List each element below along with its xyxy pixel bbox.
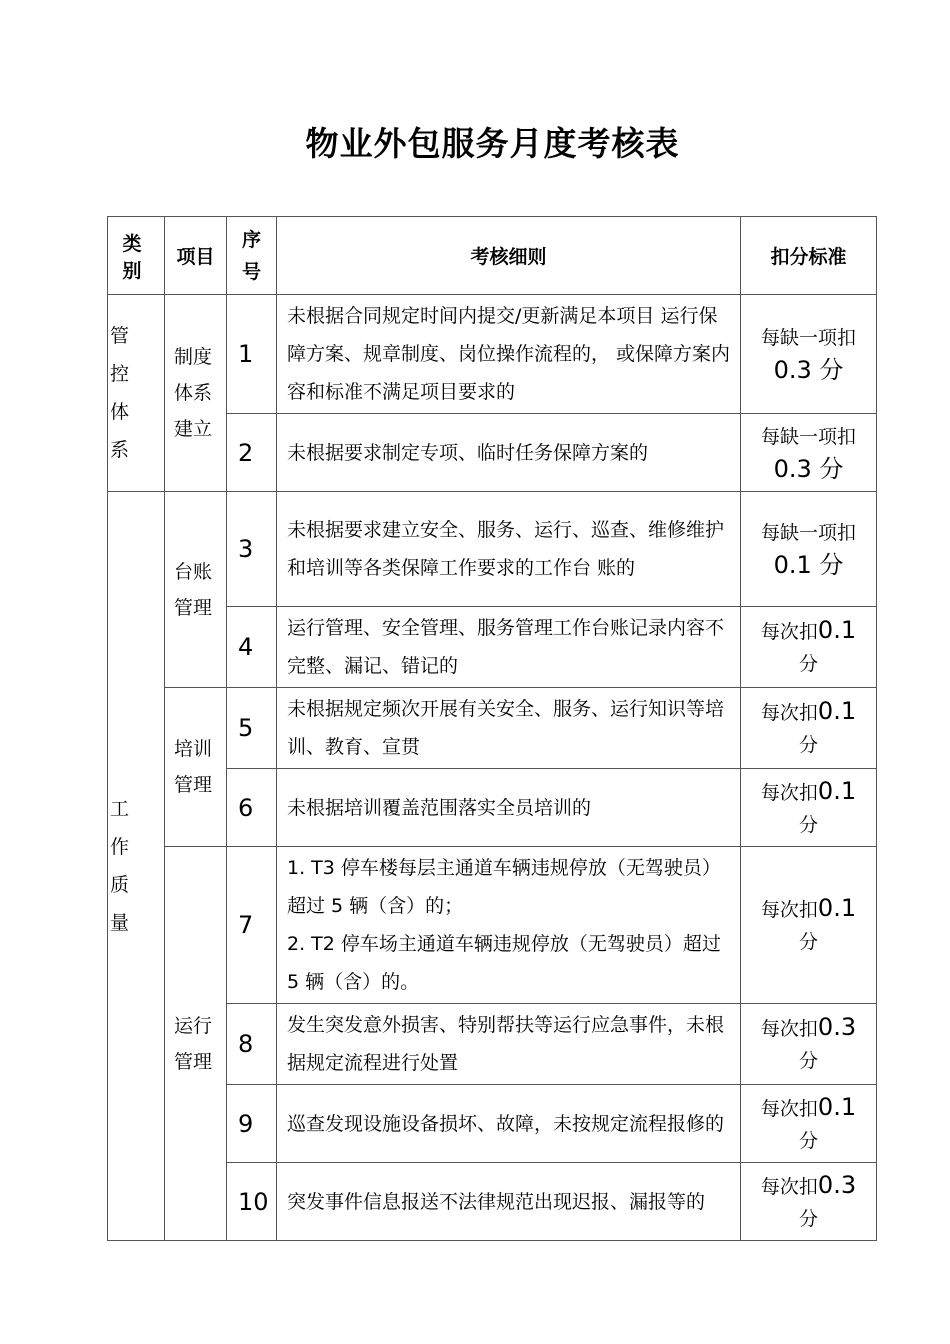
standard-value: 0.3 <box>817 1170 857 1199</box>
standard-value: 0.1 <box>817 697 857 725</box>
seq-cell: 9 <box>227 1085 277 1163</box>
seq-cell: 1 <box>227 295 277 414</box>
seq-cell: 8 <box>227 1004 277 1085</box>
standard-value: 0.1 分 <box>773 551 844 579</box>
detail-line: 1. T3 停车楼每层主通道车辆违规停放（无驾驶员）超过 5 辆（含）的； <box>287 857 721 917</box>
category-cell: 工 作 质 量 <box>108 492 165 1241</box>
detail-cell: 未根据要求制定专项、临时任务保障方案的 <box>277 414 741 492</box>
standard-cell <box>741 1004 877 1085</box>
detail-cell <box>277 847 741 1004</box>
standard-value: 0.3 分 <box>773 454 844 483</box>
table-header-row <box>108 217 877 295</box>
standard-text: 每次扣 <box>760 1097 818 1120</box>
header-seq: 序号 <box>227 217 277 295</box>
table-row <box>108 688 877 769</box>
standard-cell <box>741 769 877 847</box>
detail-cell: 未根据要求建立安全、服务、运行、巡查、维修维护和培训等各类保障工作要求的工作台 账的 <box>277 492 741 607</box>
standard-value: 0.1 <box>817 616 857 644</box>
standard-cell <box>741 295 877 414</box>
standard-unit: 分 <box>798 813 818 836</box>
header-category: 类 别 <box>108 217 165 295</box>
standard-text: 每次扣 <box>760 1175 818 1198</box>
standard-value: 0.3 分 <box>773 356 844 384</box>
standard-cell <box>741 607 877 688</box>
standard-text: 每缺一项扣 <box>760 522 856 544</box>
seq-cell: 3 <box>227 492 277 607</box>
item-cell: 运行管理 <box>165 847 227 1241</box>
standard-text: 每次扣 <box>760 702 818 724</box>
seq-cell: 5 <box>227 688 277 769</box>
standard-cell <box>741 492 877 607</box>
standard-unit: 分 <box>798 931 818 953</box>
standard-value: 0.1 <box>817 776 857 805</box>
detail-cell: 未根据规定频次开展有关安全、服务、运行知识等培训、教育、宣贯 <box>277 688 741 769</box>
seq-cell: 10 <box>227 1163 277 1241</box>
seq-cell: 2 <box>227 414 277 492</box>
standard-unit: 分 <box>798 1050 818 1072</box>
table-row <box>108 492 877 607</box>
standard-text: 每次扣 <box>760 1018 818 1040</box>
standard-cell <box>741 847 877 1004</box>
standard-value: 0.1 <box>817 894 857 922</box>
seq-cell: 7 <box>227 847 277 1004</box>
item-cell: 制度体系建立 <box>165 295 227 492</box>
standard-value: 0.3 <box>817 1013 857 1041</box>
detail-cell: 突发事件信息报送不法律规范出现迟报、漏报等的 <box>277 1163 741 1241</box>
detail-cell: 巡查发现设施设备损坏、故障，未按规定流程报修的 <box>277 1085 741 1163</box>
table-row <box>108 847 877 1004</box>
detail-cell: 运行管理、安全管理、服务管理工作台账记录内容不完整、漏记、错记的 <box>277 607 741 688</box>
standard-cell <box>741 688 877 769</box>
table-row <box>108 295 877 414</box>
detail-cell: 未根据合同规定时间内提交/更新满足本项目 运行保障方案、规章制度、岗位操作流程的， 或保障方案内容和标准不满足项目要求的 <box>277 295 741 414</box>
standard-text: 每缺一项扣 <box>760 327 856 349</box>
category-cell: 管 控 体 系 <box>108 295 165 492</box>
assessment-table <box>107 216 877 1241</box>
detail-line: 2. T2 停车场主通道车辆违规停放（无驾驶员）超过 5 辆（含）的。 <box>287 933 721 993</box>
header-standard: 扣分标准 <box>741 217 877 295</box>
detail-cell: 未根据培训覆盖范围落实全员培训的 <box>277 769 741 847</box>
standard-cell <box>741 414 877 492</box>
seq-cell: 4 <box>227 607 277 688</box>
standard-cell <box>741 1163 877 1241</box>
detail-cell: 发生突发意外损害、特别帮扶等运行应急事件，未根据规定流程进行处置 <box>277 1004 741 1085</box>
header-detail: 考核细则 <box>277 217 741 295</box>
standard-text: 每次扣 <box>760 781 818 804</box>
item-cell: 培训管理 <box>165 688 227 847</box>
standard-unit: 分 <box>798 653 818 675</box>
header-item: 项目 <box>165 217 227 295</box>
standard-unit: 分 <box>798 1129 818 1152</box>
standard-text: 每次扣 <box>760 621 818 643</box>
standard-cell <box>741 1085 877 1163</box>
standard-unit: 分 <box>798 734 818 756</box>
standard-text: 每缺一项扣 <box>760 425 856 448</box>
item-cell: 台账管理 <box>165 492 227 688</box>
standard-text: 每次扣 <box>760 899 818 921</box>
standard-value: 0.1 <box>817 1092 857 1121</box>
seq-cell: 6 <box>227 769 277 847</box>
page-title: 物业外包服务月度考核表 <box>305 124 680 163</box>
standard-unit: 分 <box>798 1207 818 1230</box>
